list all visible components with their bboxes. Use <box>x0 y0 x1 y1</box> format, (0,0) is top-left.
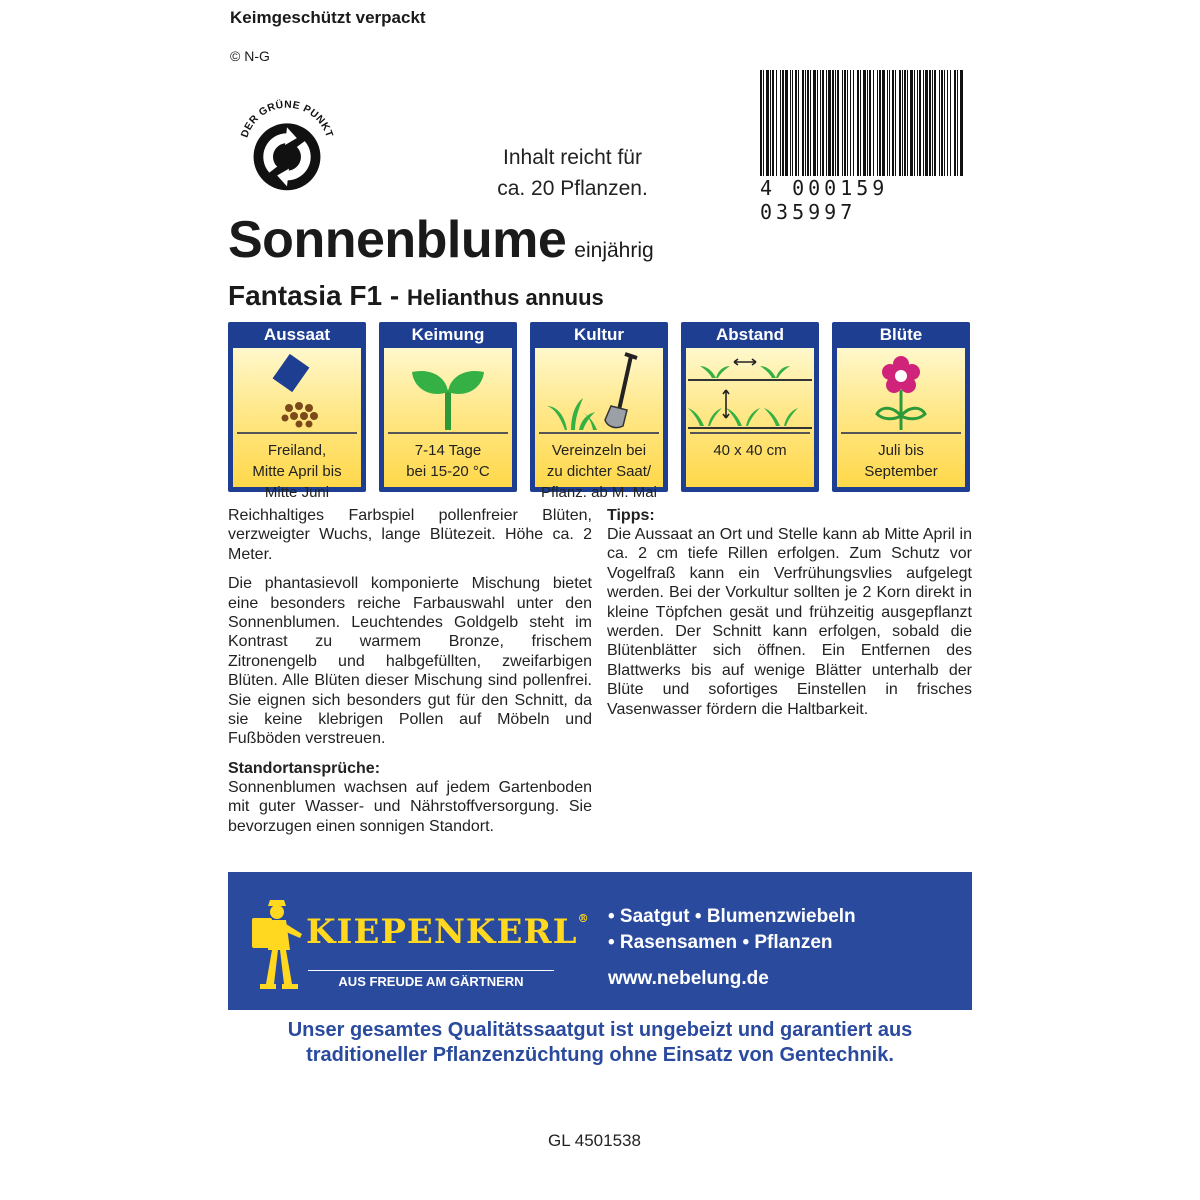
card-text-line: Pflanz. ab M. Mai <box>541 484 657 501</box>
brand-banner <box>228 872 972 1010</box>
spade-plants-icon <box>535 350 663 430</box>
card-text-line: Freiland, <box>267 442 327 459</box>
card-text-line: September <box>864 463 938 480</box>
info-cards <box>228 322 972 501</box>
barcode-bars <box>760 70 965 182</box>
card-bluete <box>832 322 970 492</box>
card-text-line: 7-14 Tage <box>414 442 482 459</box>
gruener-punkt-logo <box>228 88 346 206</box>
brand-slogan: AUS FREUDE AM GÄRTNERN <box>338 974 524 989</box>
brand-name <box>306 912 590 952</box>
packaging-note: Keimgeschützt verpackt <box>230 8 426 27</box>
product-latin-name: Helianthus annuus <box>406 285 604 310</box>
card-title: Keimung <box>411 325 485 344</box>
card-aussaat <box>228 322 366 501</box>
registered-mark: ® <box>577 912 590 925</box>
card-title: Kultur <box>573 325 625 344</box>
quality-line-2: traditioneller Pflanzenzüchtung ohne Einsatz von Gentechnik. <box>306 1044 894 1066</box>
card-abstand <box>681 322 819 492</box>
contents-line-2: ca. 20 Pflanzen. <box>497 177 648 200</box>
tipps-heading: Tipps: <box>607 507 655 524</box>
card-kultur <box>530 322 668 501</box>
standort-text: Sonnenblumen wachsen auf jedem Gartenboden mit guter Wasser- und Nährstoffversorgung. Sie bevorzugen einen sonnigen Standort. <box>228 778 592 835</box>
product-range <box>608 904 856 956</box>
description-column <box>228 506 592 846</box>
product-variety-line <box>228 276 604 318</box>
product-title <box>228 208 654 283</box>
description-paragraph-1: Reichhaltiges Farbspiel pollenfreier Blüten, verzweigter Wuchs, lange Blütezeit. Höhe ca. 2 Meter. <box>228 507 592 563</box>
article-code: GL 4501538 <box>548 1131 641 1150</box>
card-keimung <box>379 322 517 492</box>
card-text-line: 40 x 40 cm <box>713 442 787 459</box>
seedling-icon <box>384 350 512 430</box>
quality-line-1: Unser gesamtes Qualitätssaatgut ist ungebeizt und garantiert aus <box>287 1019 913 1041</box>
card-text-line: bei 15-20 °C <box>406 463 490 480</box>
product-range-line-2: • Rasensamen • Pflanzen <box>608 932 833 953</box>
tipps-text: Die Aussaat an Ort und Stelle kann ab Mitte April in ca. 2 cm tiefe Rillen erfolgen. Zum Schutz vor Vogelfraß kann ein Verfrühungsvlies aufgelegt werden. Bei der Vorkultur sollten je 2 Korn direkt in kleine Töpfchen gesät und frühzeitig ausgepflanzt werden. Der Schnitt kann erfolgen, sobald die Blütenblätter sich öffnen. Ein Entfernen des Blattwerks bis auf wenige Blätter unterhalb der Blüte und sofortiges Einstellen in frisches Vasenwasser fördern die Haltbarkeit. <box>607 526 972 718</box>
card-text-line: Vereinzeln bei <box>551 442 647 459</box>
quality-statement <box>228 1018 972 1068</box>
product-range-line-1: • Saatgut • Blumenzwiebeln <box>608 906 856 927</box>
website-url: www.nebelung.de <box>608 968 769 989</box>
gruener-punkt-text: DER GRÜNE PUNKT <box>239 99 335 140</box>
contents-note <box>470 142 675 204</box>
barcode <box>760 70 965 224</box>
tipps-column <box>607 506 972 729</box>
product-name: Sonnenblume <box>228 211 567 269</box>
product-lifecycle: einjährig <box>574 239 654 262</box>
product-variety: Fantasia F1 <box>228 280 383 311</box>
card-text-line: zu dichter Saat/ <box>546 463 652 480</box>
barcode-digits: 4 000159 035997 <box>760 176 965 224</box>
card-text-line: Juli bis <box>878 442 924 459</box>
card-text-line: Mitte April bis <box>252 463 342 480</box>
card-title: Abstand <box>716 325 784 344</box>
variety-dash: - <box>382 280 407 311</box>
flower-icon <box>837 350 965 430</box>
copyright: © N-G <box>230 48 270 64</box>
brand-wordmark: KIEPENKERL <box>306 912 578 952</box>
card-text-line: Mitte Juni <box>264 484 330 501</box>
sowing-seeds-icon <box>233 350 361 430</box>
card-title: Blüte <box>879 325 923 344</box>
spacing-plants-icon <box>686 350 814 430</box>
contents-line-1: Inhalt reicht für <box>503 146 642 169</box>
kiepenkerl-figure-icon <box>250 894 306 992</box>
card-title: Aussaat <box>263 325 331 344</box>
standort-heading: Standortansprüche: <box>228 759 381 777</box>
description-paragraph-2: Die phantasievoll komponierte Mischung bietet eine besonders reiche Farbauswahl unter den Sonnenblumen. Leuchtendes Goldgelb steht im Kontrast zu warmem Bronze, frischem Zitronengelb und halbgefüllten, zweifarbigen Blüten. Alle Blüten dieser Mischung sind pollenfrei. Sie eignen sich besonders gut für den Schnitt, da sie keine klebrigen Pollen auf Möbeln und Fußböden verstreuen. <box>228 575 592 748</box>
